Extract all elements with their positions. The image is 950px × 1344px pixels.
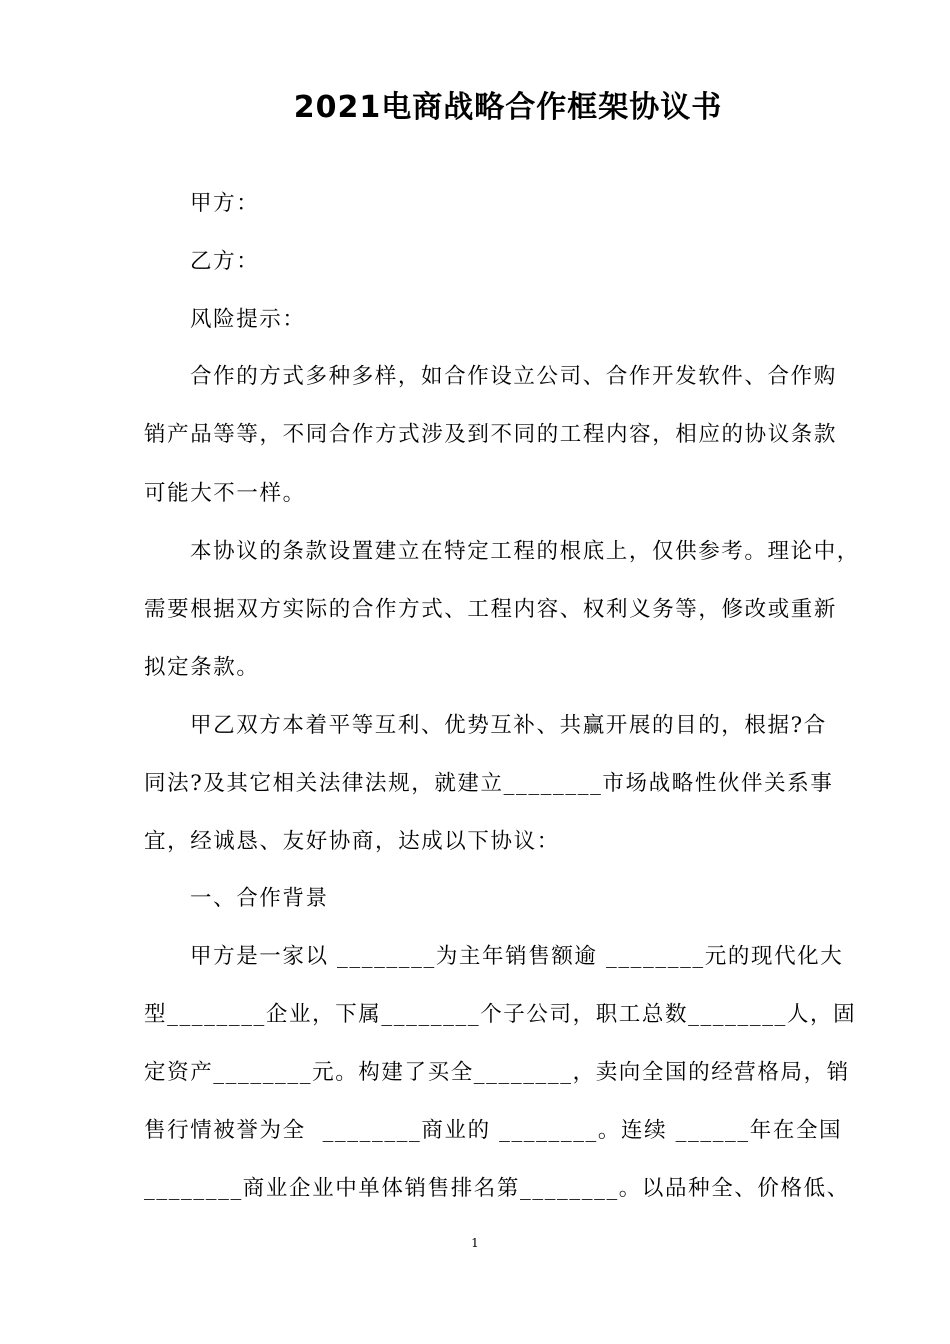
paragraph-line: 拟定条款。 bbox=[144, 655, 260, 680]
paragraph-line: 型________企业，下属________个子公司，职工总数________人，固 bbox=[144, 1002, 857, 1027]
page-number: 1 bbox=[471, 1236, 479, 1250]
paragraph-line: 宜，经诚恳、友好协商，达成以下协议： bbox=[144, 829, 560, 854]
paragraph-line: 定资产________元。构建了买全________，卖向全国的经营格局，销 bbox=[144, 1060, 850, 1085]
paragraph-line: 销产品等等，不同合作方式涉及到不同的工程内容，相应的协议条款 bbox=[144, 422, 838, 447]
paragraph-line: 甲方是一家以 ________为主年销售额逾 ________元的现代化大 bbox=[190, 944, 844, 969]
paragraph-line: 同法?及其它相关法律法规，就建立________市场战略性伙伴关系事 bbox=[144, 771, 834, 796]
party-b-line: 乙方： bbox=[190, 249, 260, 274]
party-a-line: 甲方： bbox=[190, 191, 260, 216]
paragraph-line: 合作的方式多种多样，如合作设立公司、合作开发软件、合作购 bbox=[190, 364, 837, 389]
paragraph-line: 本协议的条款设置建立在特定工程的根底上，仅供参考。理论中， bbox=[190, 539, 860, 564]
paragraph-line: 需要根据双方实际的合作方式、工程内容、权利义务等，修改或重新 bbox=[144, 597, 838, 622]
paragraph-line: 可能大不一样。 bbox=[144, 481, 306, 506]
paragraph-line: 售行情被誉为全 ________商业的 ________。连续 ______年在全国 bbox=[144, 1118, 843, 1143]
document-title: 2021电商战略合作框架协议书 bbox=[293, 90, 723, 125]
paragraph-line: 甲乙双方本着平等互利、优势互补、共赢开展的目的，根据?合 bbox=[190, 713, 827, 738]
risk-heading: 风险提示： bbox=[190, 307, 306, 332]
section-heading: 一、合作背景 bbox=[190, 886, 329, 911]
paragraph-line: ________商业企业中单体销售排名第________。以品种全、价格低、 bbox=[144, 1176, 850, 1201]
